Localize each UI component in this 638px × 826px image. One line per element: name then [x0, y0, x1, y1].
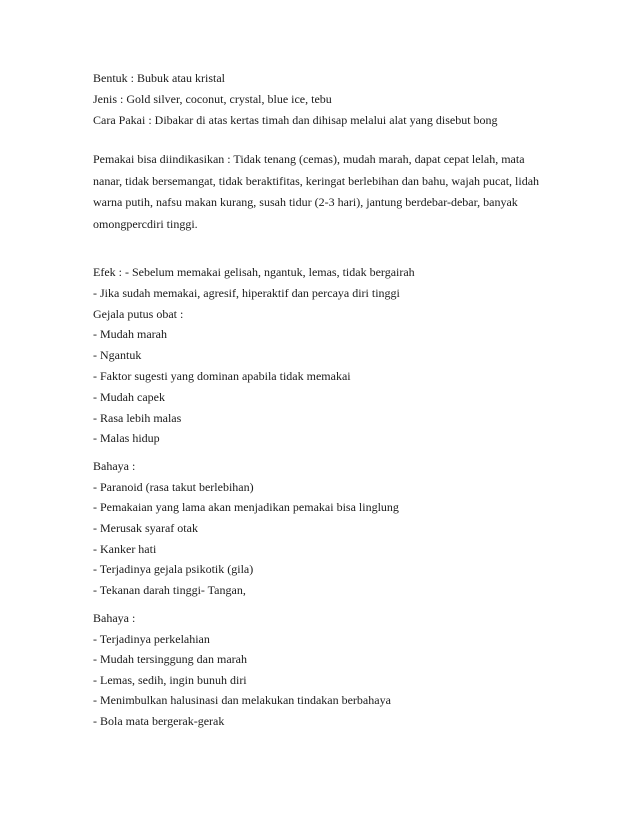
pemakai-paragraph — [93, 149, 553, 235]
gejala-heading: Gejala putus obat : — [93, 306, 184, 321]
bahaya-list-item: - Terjadinya gejala psikotik (gila) — [93, 562, 254, 577]
gejala-list-item: - Rasa lebih malas — [93, 410, 182, 425]
bahaya-list-item: - Tekanan darah tinggi- Tangan, — [93, 583, 246, 598]
bahaya-list-item: - Paranoid (rasa takut berlebihan) — [93, 479, 254, 494]
intro-line-jenis: Jenis : Gold silver, coconut, crystal, blue ice, tebu — [93, 92, 332, 106]
efek-line: - Jika sudah memakai, agresif, hiperaktif dan percaya diri tinggi — [93, 285, 400, 300]
intro-line-bentuk: Bentuk : Bubuk atau kristal — [93, 71, 225, 85]
bahaya-list-item: - Bola mata bergerak-gerak — [93, 713, 225, 728]
pemakai-line: warna putih, nafsu makan kurang, susah tidur (2-3 hari), jantung berdebar-debar, banyak — [93, 195, 518, 209]
intro-section — [93, 68, 553, 131]
bahaya-heading: Bahaya : — [93, 459, 136, 473]
bahaya-list-item: - Menimbulkan halusinasi dan melakukan tindakan berbahaya — [93, 693, 391, 708]
bahaya-list-item: - Pemakaian yang lama akan menjadikan pemakai bisa linglung — [93, 500, 399, 515]
pemakai-line: omongpercdiri tinggi. — [93, 216, 198, 231]
bahaya-list-item: - Lemas, sedih, ingin bunuh diri — [93, 672, 247, 687]
intro-line-cara-pakai: Cara Pakai : Dibakar di atas kertas timah dan dihisap melalui alat yang disebut bong — [93, 113, 498, 127]
efek-section — [93, 262, 553, 449]
gejala-list-item: - Mudah capek — [93, 389, 165, 404]
gejala-list-item: - Ngantuk — [93, 348, 142, 363]
bahaya-list-item: - Kanker hati — [93, 541, 157, 556]
gejala-list-item: - Mudah marah — [93, 327, 167, 342]
bahaya-heading: Bahaya : — [93, 611, 136, 625]
gejala-list-item: - Faktor sugesti yang dominan apabila tidak memakai — [93, 368, 351, 383]
efek-heading-line: Efek : - Sebelum memakai gelisah, ngantuk, lemas, tidak bergairah — [93, 265, 415, 279]
bahaya-list-item: - Merusak syaraf otak — [93, 521, 198, 536]
pemakai-line: nanar, tidak bersemangat, tidak beraktifitas, keringat berlebihan dan bahu, wajah pucat, lidah — [93, 173, 540, 188]
bahaya-list-item: - Mudah tersinggung dan marah — [93, 652, 247, 667]
bahaya-list-item: - Terjadinya perkelahian — [93, 631, 210, 646]
bahaya-section-1 — [93, 456, 553, 601]
bahaya-section-2 — [93, 608, 553, 732]
pemakai-line: Pemakai bisa diindikasikan : Tidak tenang (cemas), mudah marah, dapat cepat lelah, mata — [93, 152, 525, 166]
gejala-list-item: - Malas hidup — [93, 431, 160, 446]
